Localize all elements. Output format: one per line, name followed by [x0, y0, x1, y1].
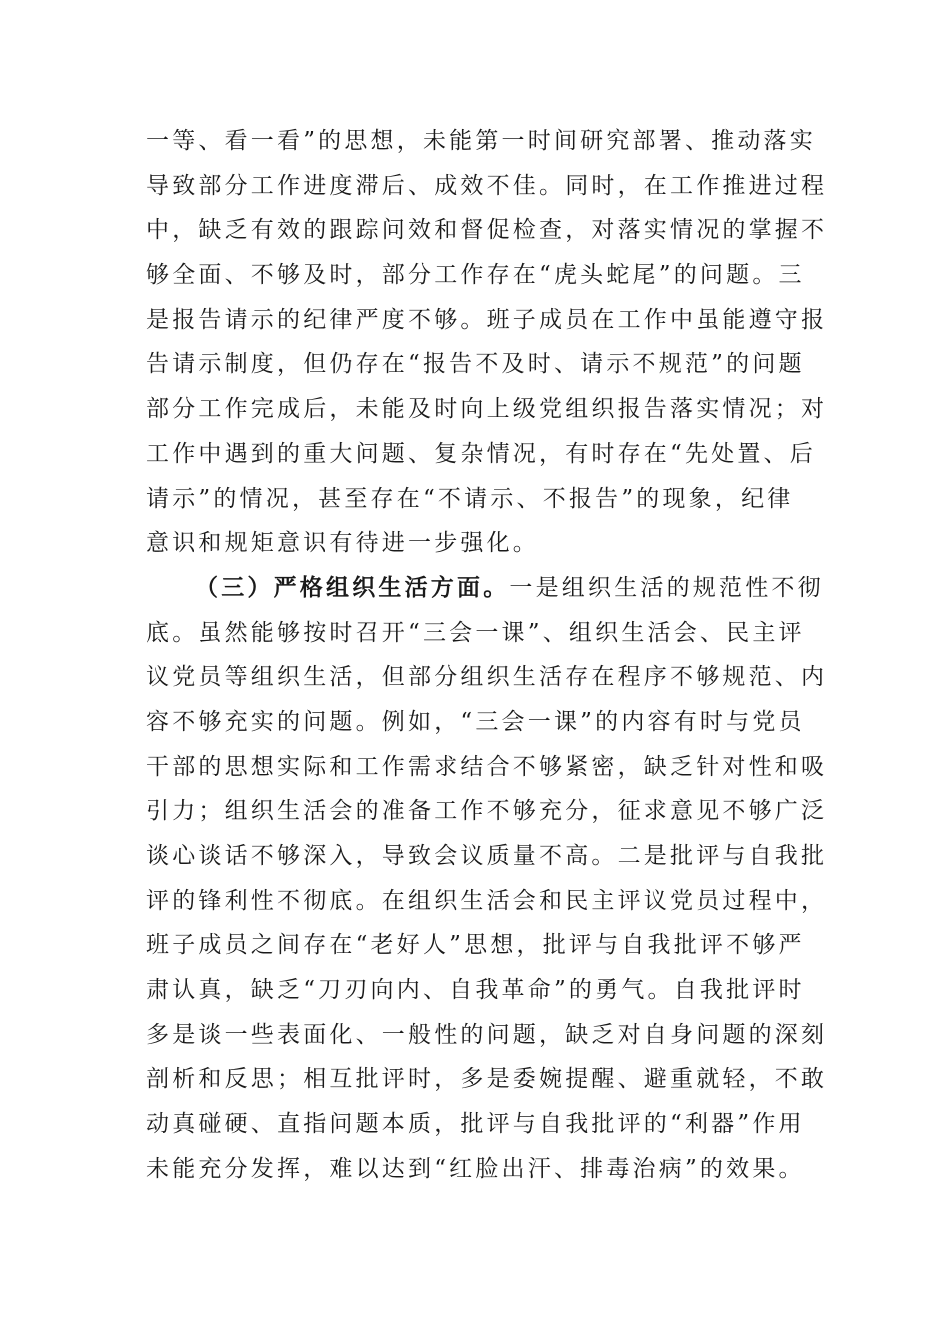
section-3-first-line — [146, 566, 824, 611]
text-line: 议党员等组织生活，但部分组织生活存在程序不够规范、内 — [146, 664, 828, 691]
text-line: 容不够充实的问题。例如，“三会一课”的内容有时与党员 — [146, 708, 805, 735]
text-line: 中，缺乏有效的跟踪问效和督促检查，对落实情况的掌握不 — [146, 217, 828, 244]
text-line: 未能充分发挥，难以达到“红脸出汗、排毒治病”的效果。 — [146, 1155, 805, 1182]
text-line: 工作中遇到的重大问题、复杂情况，有时存在“先处置、后 — [146, 440, 816, 467]
text-line: 一等、看一看”的思想，未能第一时间研究部署、推动落实 — [146, 128, 816, 154]
text-line: 多是谈一些表面化、一般性的问题，缺乏对自身问题的深刻 — [146, 1021, 828, 1048]
text-line: 是报告请示的纪律严度不够。班子成员在工作中虽能遵守报 — [146, 306, 828, 333]
section-3-first-line-text: 一是组织生活的规范性不彻 — [509, 574, 824, 601]
text-line: 够全面、不够及时，部分工作存在“虎头蛇尾”的问题。三 — [146, 262, 805, 289]
section-3-heading: （三）严格组织生活方面。 — [195, 573, 510, 601]
text-line: 动真碰硬、直指问题本质，批评与自我批评的“利器”作用 — [146, 1111, 805, 1138]
text-line: 请示”的情况，甚至存在“不请示、不报告”的现象，纪律 — [146, 485, 794, 512]
text-line: 部分工作完成后，未能及时向上级党组织报告落实情况；对 — [146, 396, 828, 423]
text-line: 评的锋利性不彻底。在组织生活会和民主评议党员过程中， — [146, 887, 828, 914]
text-line: 干部的思想实际和工作需求结合不够紧密，缺乏针对性和吸 — [146, 753, 828, 780]
text-line: 引力；组织生活会的准备工作不够充分，征求意见不够广泛 — [146, 798, 828, 825]
text-line: 班子成员之间存在“老好人”思想，批评与自我批评不够严 — [146, 932, 805, 959]
text-line: 意识和规矩意识有待进一步强化。 — [146, 530, 539, 557]
text-line: 谈心谈话不够深入，导致会议质量不高。二是批评与自我批 — [146, 843, 828, 869]
text-line: 肃认真，缺乏“刀刃向内、自我革命”的勇气。自我批评时 — [146, 977, 805, 1004]
text-line: 剖析和反思；相互批评时，多是委婉提醒、避重就轻，不敢 — [146, 1066, 828, 1093]
text-line: 告请示制度，但仍存在“报告不及时、请示不规范”的问题 — [146, 351, 805, 378]
text-line: 导致部分工作进度滞后、成效不佳。同时，在工作推进过程 — [146, 172, 828, 199]
text-line: 底。虽然能够按时召开“三会一课”、组织生活会、民主评 — [146, 619, 805, 646]
body-text — [146, 119, 828, 1192]
